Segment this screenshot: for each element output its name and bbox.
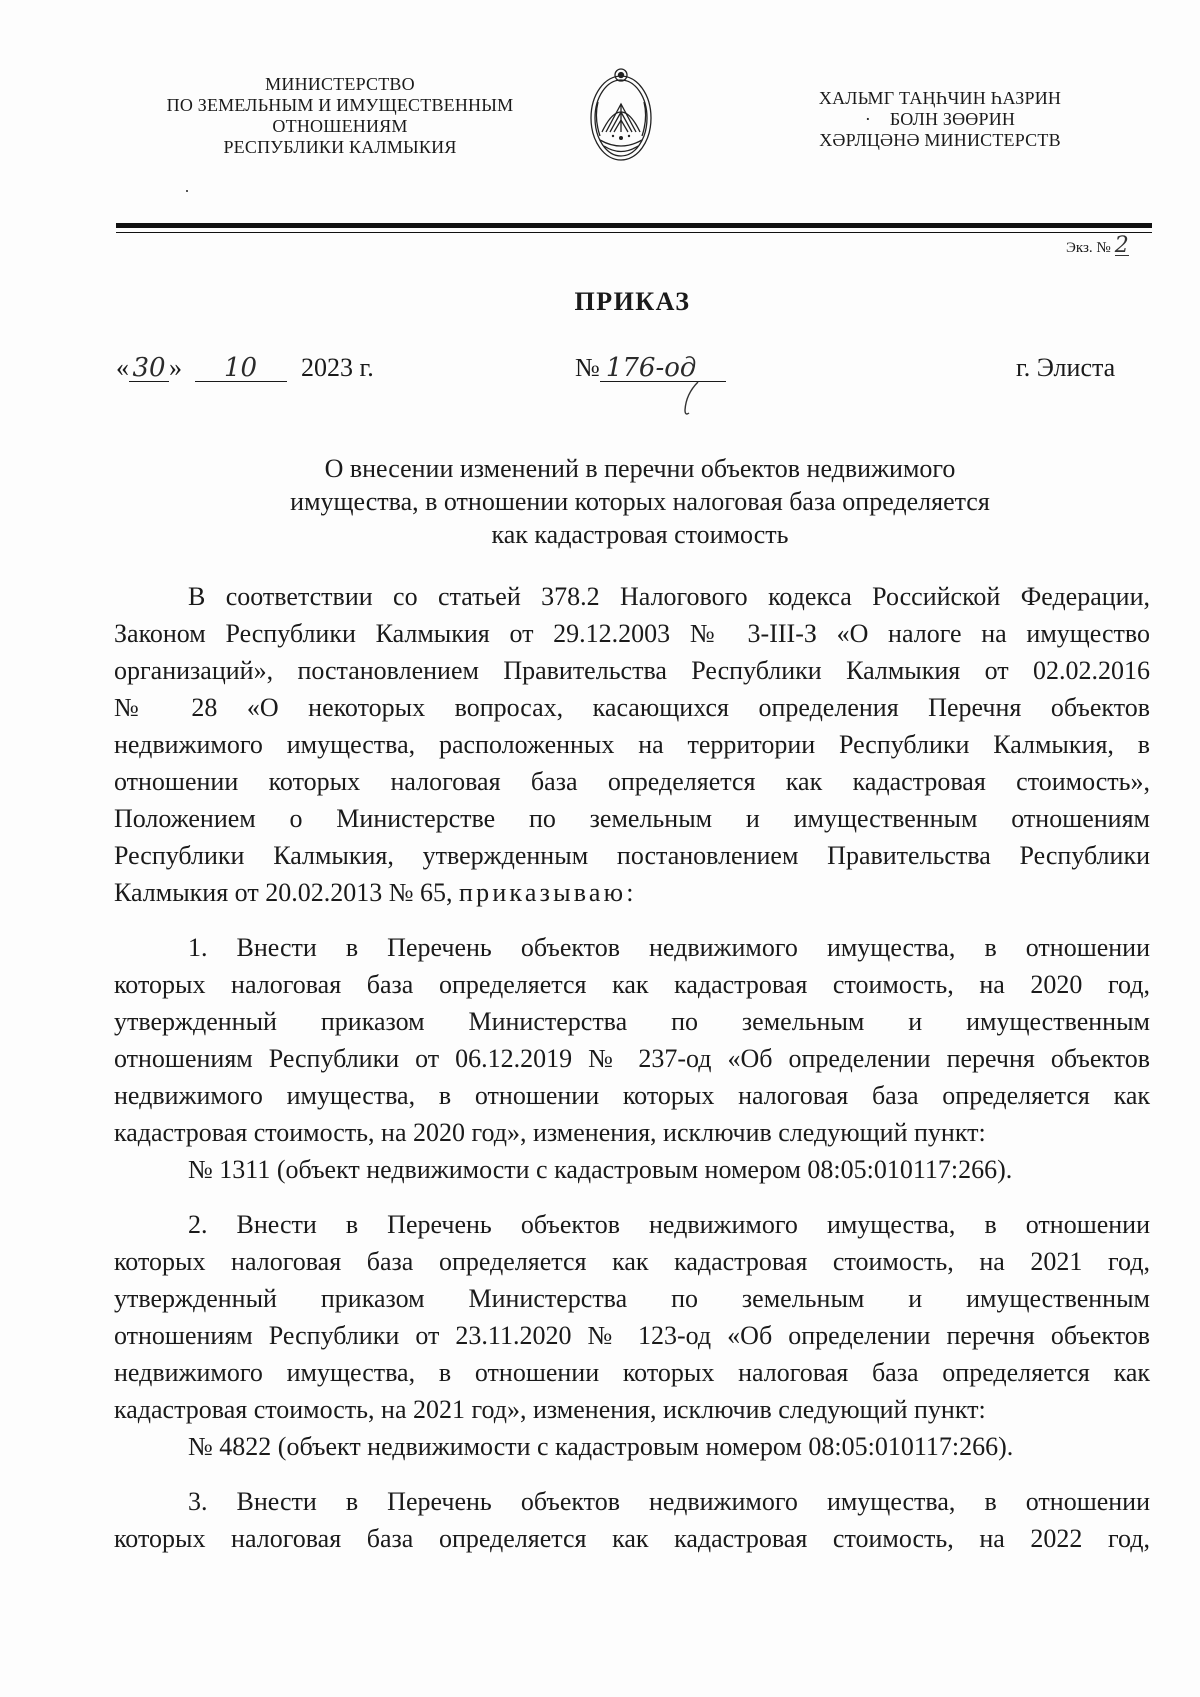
preamble-line: Законом Республики Калмыкия от 29.12.2003 № 3-III-З «О налоге на имущество [114,619,1150,648]
header-divider-thin [116,232,1152,233]
republic-emblem-icon [588,62,654,166]
item-1-line: утвержденный приказом Министерства по земельным и имущественным [114,1007,1150,1036]
item-2-line: утвержденный приказом Министерства по земельным и имущественным [114,1284,1150,1313]
subject-line: имущества, в отношении которых налоговая база определяется [290,487,990,516]
handwritten-stroke-icon [682,380,700,418]
item-2-line: которых налоговая база определяется как кадастровая стоимость, на 2021 год, [114,1247,1150,1276]
item-2-line: отношениям Республики от 23.11.2020 № 123-од «Об определении перечня объектов [114,1321,1150,1350]
header-divider-thick [116,223,1152,228]
header-right-line: ХАЛЬМГ ТАҢҺЧИН ҺАЗРИН [818,88,1062,108]
scan-speck [186,190,188,192]
copy-number-value: 2 [1114,233,1129,258]
order-number [575,352,726,384]
subject-line: О внесении изменений в перечни объектов недвижимого [324,454,956,483]
item-1-line: недвижимого имущества, в отношении которых налоговая база определяется как [114,1081,1150,1110]
order-subject [200,452,1080,551]
preamble-line: организаций», постановлением Правительства Республики Калмыкия от 02.02.2016 [114,656,1150,685]
header-left-line: ОТНОШЕНИЯМ [272,116,408,136]
preamble-line: отношении которых налоговая база определяется как кадастровая стоимость», [114,767,1150,796]
order-city: г. Элиста [1016,353,1116,382]
preamble-line: Положением о Министерстве по земельным и имущественным отношениям [114,804,1150,833]
date-quote-open: « [116,353,129,382]
item-1-line: кадастровая стоимость, на 2020 год», изменения, исключив следующий пункт: [114,1118,986,1147]
copy-number [1066,233,1129,258]
item-3-line: 3. Внести в Перечень объектов недвижимого имущества, в отношении [188,1487,1150,1516]
item-1-line: которых налоговая база определяется как кадастровая стоимость, на 2020 год, [114,970,1150,999]
header-right-line: · БОЛН ЗӨӨРИН [864,109,1016,129]
item-1-line: отношениям Республики от 06.12.2019 № 237-од «Об определении перечня объектов [114,1044,1150,1073]
item-1-line: 1. Внести в Перечень объектов недвижимого имущества, в отношении [188,933,1150,962]
date-year: 2023 г. [301,353,374,382]
ministry-name-kalmyk [790,88,1090,151]
order-command: приказываю: [459,878,637,907]
date-month: 10 [195,355,287,382]
preamble-line: № 28 «О некоторых вопросах, касающихся определения Перечня объектов [114,693,1150,722]
order-number-value: 176-од [600,355,726,382]
order-number-prefix: № [575,353,600,382]
header-left-line: РЕСПУБЛИКИ КАЛМЫКИЯ [223,137,457,157]
header-right-line: ХӘРЛЦӘНӘ МИНИСТЕРСТВ [819,130,1061,150]
item-3-line: которых налоговая база определяется как кадастровая стоимость, на 2022 год, [114,1524,1150,1553]
ministry-name-russian [150,74,530,158]
preamble-line: В соответствии со статьей 378.2 Налогового кодекса Российской Федерации, [188,582,1150,611]
copy-number-label: Экз. № [1066,240,1111,256]
order-date [116,352,374,384]
preamble-line: Калмыкия от 20.02.2013 № 65, [114,878,453,907]
item-2-line: недвижимого имущества, в отношении которых налоговая база определяется как [114,1358,1150,1387]
subject-line: как кадастровая стоимость [491,520,789,549]
preamble-line: недвижимого имущества, расположенных на территории Республики Калмыкия, в [114,730,1150,759]
item-2-line: кадастровая стоимость, на 2021 год», изменения, исключив следующий пункт: [114,1395,986,1424]
preamble-line: Республики Калмыкия, утвержденным постановлением Правительства Республики [114,841,1150,870]
date-quote-close: » [169,353,182,382]
date-day: 30 [129,355,169,382]
header-left-line: МИНИСТЕРСТВО [265,74,415,94]
item-2-line: 2. Внести в Перечень объектов недвижимого имущества, в отношении [188,1210,1150,1239]
item-2-excluded-entry: № 4822 (объект недвижимости с кадастровым номером 08:05:010117:266). [188,1432,1014,1461]
document-title: ПРИКАЗ [574,287,691,316]
document-body [114,578,1150,1557]
header-left-line: ПО ЗЕМЕЛЬНЫМ И ИМУЩЕСТВЕННЫМ [166,95,514,115]
item-1-excluded-entry: № 1311 (объект недвижимости с кадастровым номером 08:05:010117:266). [188,1155,1013,1184]
preamble-last-line [114,874,1150,911]
